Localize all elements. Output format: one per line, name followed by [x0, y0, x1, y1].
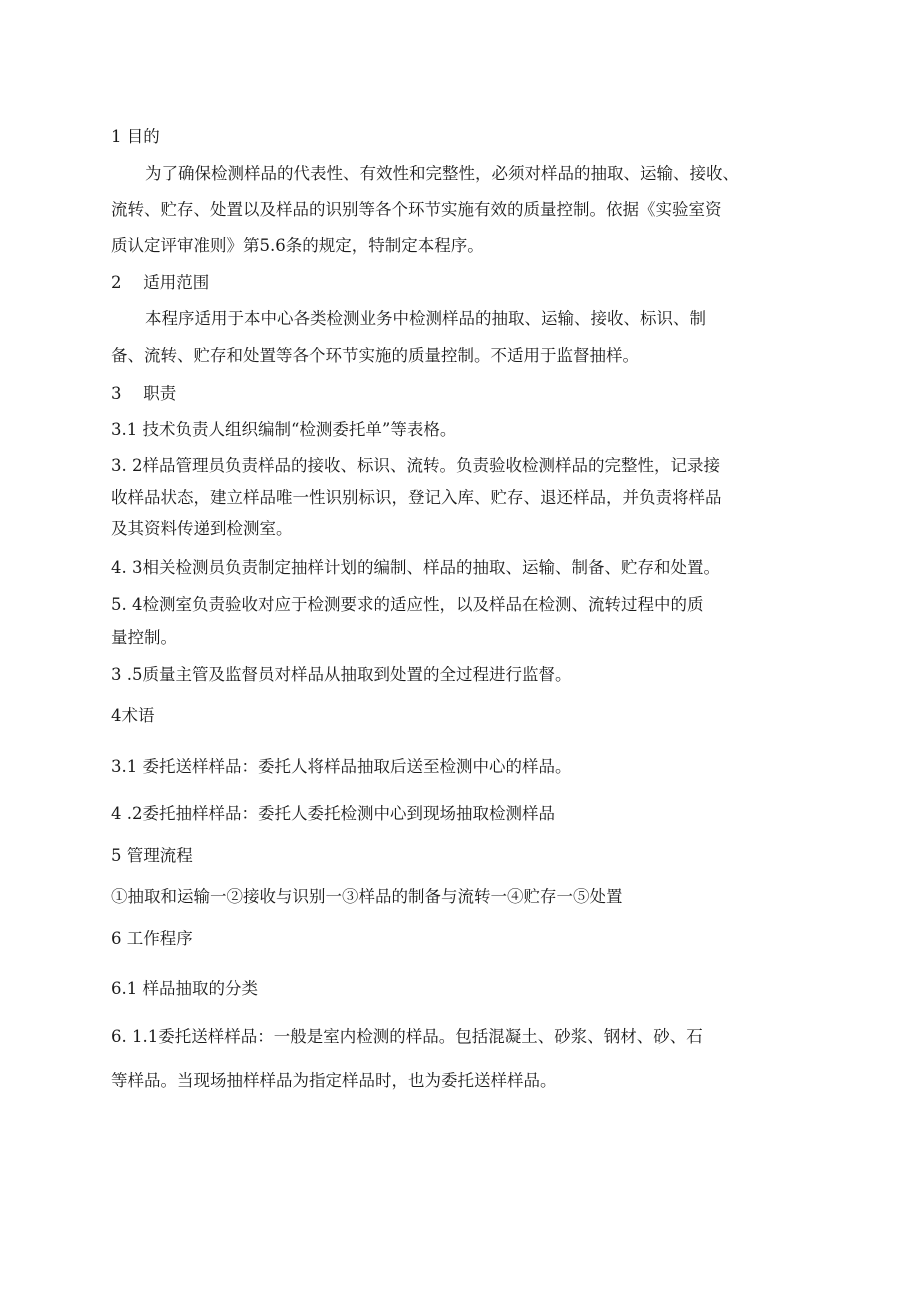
section-4-heading: 4术语	[111, 706, 155, 725]
clause-line: 量控制。	[111, 628, 177, 647]
section-1-heading: 1 目的	[111, 127, 160, 146]
clause-line: 4 .2委托抽样样品：委托人委托检测中心到现场抽取检测样品	[111, 804, 555, 823]
section-2-heading: 2 适用范围	[111, 273, 210, 292]
clause-line: 5. 4检测室负责验收对应于检测要求的适应性，以及样品在检测、流转过程中的质	[111, 595, 704, 614]
clause-line: 3.1 委托送样样品：委托人将样品抽取后送至检测中心的样品。	[111, 757, 572, 776]
paragraph-line: 为了确保检测样品的代表性、有效性和完整性，必须对样品的抽取、运输、接收、	[145, 164, 739, 183]
paragraph-line: 流转、贮存、处置以及样品的识别等各个环节实施有效的质量控制。依据《实验室资	[111, 200, 722, 219]
clause-line: 等样品。当现场抽样样品为指定样品时，也为委托送样样品。	[111, 1071, 557, 1090]
section-6-heading: 6 工作程序	[111, 929, 193, 948]
clause-line: 3 .5质量主管及监督员对样品从抽取到处置的全过程进行监督。	[111, 665, 572, 684]
clause-line: 6. 1.1委托送样样品：一般是室内检测的样品。包括混凝土、砂浆、钢材、砂、石	[111, 1027, 703, 1046]
paragraph-line: 本程序适用于本中心各类检测业务中检测样品的抽取、运输、接收、标识、制	[145, 309, 706, 328]
clause-line: 3. 2样品管理员负责样品的接收、标识、流转。负责验收检测样品的完整性，记录接	[111, 456, 720, 475]
clause-line: 4. 3相关检测员负责制定抽样计划的编制、样品的抽取、运输、制备、贮存和处置。	[111, 558, 720, 577]
section-5-heading: 5 管理流程	[111, 846, 193, 865]
paragraph-line: 质认定评审准则》第5.6条的规定，特制定本程序。	[111, 236, 484, 255]
clause-line: 3.1 技术负责人组织编制“检测委托单”等表格。	[111, 420, 457, 439]
process-flow-line: ①抽取和运输一②接收与识别一③样品的制备与流转一④贮存一⑤处置	[111, 887, 623, 906]
subsection-heading: 6.1 样品抽取的分类	[111, 979, 258, 998]
clause-line: 及其资料传递到检测室。	[111, 519, 293, 538]
clause-line: 收样品状态，建立样品唯一性识别标识，登记入库、贮存、退还样品，并负责将样品	[111, 488, 722, 507]
paragraph-line: 备、流转、贮存和处置等各个环节实施的质量控制。不适用于监督抽样。	[111, 346, 639, 365]
section-3-heading: 3 职责	[111, 384, 177, 403]
